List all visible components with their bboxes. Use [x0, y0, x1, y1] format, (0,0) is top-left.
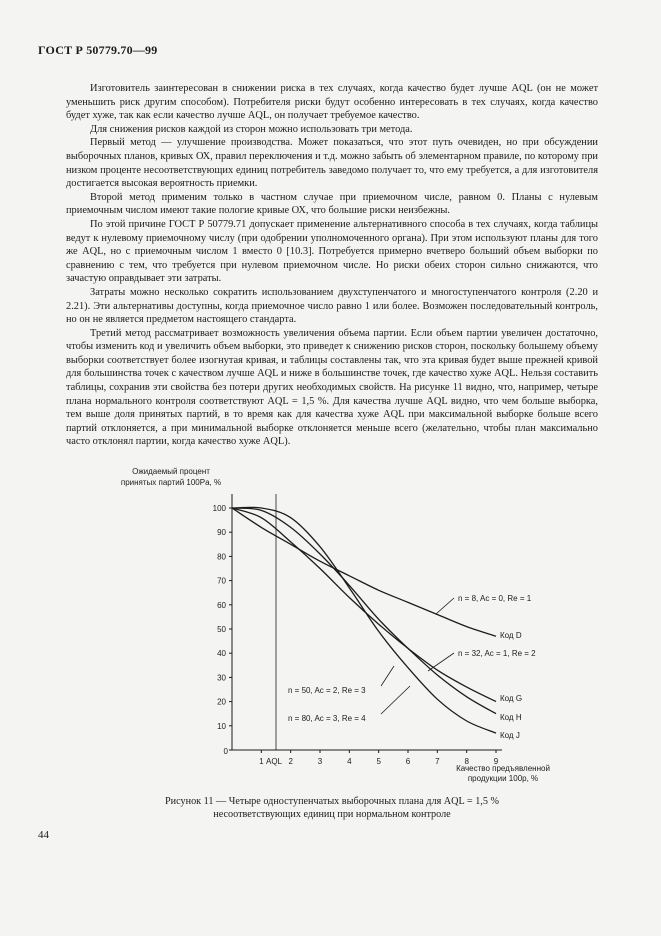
plan-leader-line [436, 598, 454, 614]
body-text [66, 82, 598, 449]
oc-curve [232, 507, 496, 733]
y-tick-label: 80 [217, 552, 226, 562]
y-tick-label: 10 [217, 721, 226, 731]
y-axis-label [108, 466, 234, 488]
figure-caption-line2: несоответствующих единиц при нормальном контроле [213, 808, 451, 820]
oc-curves-figure [108, 466, 553, 792]
curve-plan-label: n = 80, Ac = 3, Re = 4 [288, 714, 366, 723]
page-number: 44 [38, 829, 49, 841]
aql-marker-label: AQL [265, 757, 283, 766]
y-axis-label-line1: Ожидаемый процент [132, 467, 210, 476]
figure-caption [66, 796, 598, 822]
plan-leader-line [381, 666, 394, 686]
curve-plan-label: n = 50, Ac = 2, Re = 3 [288, 686, 366, 695]
oc-curves-chart [108, 466, 553, 792]
y-tick-label: 100 [212, 504, 226, 513]
oc-curve [232, 508, 496, 702]
x-tick-label: 1 [259, 757, 264, 766]
curve-code-label: Код J [500, 731, 520, 740]
x-tick-label: 3 [317, 757, 323, 766]
paragraph: Третий метод рассматривает возможность увеличения объема партии. Если объем партии увеличен достаточно, чтобы изменить код и увеличить объем выборки, это приведет к снижению рисков сторон, поскольку большему объему выборки соответствует более изогнутая кривая, и таблицы составлены так, что эта кривая будет выше прежней кривой для большинства точек с качеством лучше AQL и ниже в большинстве точек, где качество хуже AQL. Нельзя составить таблицы, сохранив эти свойства без потери других необходимых свойств. На рисунке 11 видно, что, например, четыре плана нормального контроля соответствуют AQL = 1,5 %. Для качества лучше AQL видно, что чем больше выборка, тем выше доля принятых партий, в то время как для качества хуже AQL при максимальной выборке больше всего партий отклоняется, а при минимальной выборке отклоняется меньше всего (желательно, чтобы план максимально часто отклонял партии, когда качество хуже AQL). [66, 327, 598, 448]
x-axis-label-line2: продукции 100р, % [467, 774, 539, 783]
paragraph: Изготовитель заинтересован в снижении риска в тех случаях, когда качество будет лучше AQL (он не может уменьшить риск другим способом). Потребителя риски будут особенно интересовать в тех случаях, когда качество будет хуже, так как если качество лучше AQL, он получает требуемое качество. [66, 83, 598, 122]
y-tick-label: 50 [217, 625, 226, 634]
origin-label: 0 [223, 747, 228, 756]
x-tick-label: 9 [493, 757, 499, 766]
paragraph: Второй метод применим только в частном случае при приемочном числе, равном 0. Планы с нулевым приемочным числом имеют такие пологие кривые ОХ, что большие риски неизбежны. [66, 191, 598, 217]
x-tick-label: 7 [435, 757, 440, 766]
y-tick-label: 40 [217, 649, 226, 659]
y-tick-label: 20 [217, 697, 226, 707]
paragraph: Для снижения рисков каждой из сторон можно использовать три метода. [90, 123, 413, 135]
curve-code-label: Код G [500, 694, 523, 703]
y-tick-label: 60 [217, 600, 226, 610]
paragraph: Первый метод — улучшение производства. Может показаться, что этот путь очевиден, но при обсуждении выборочных планов, кривых ОХ, правил переключения и т.д. можно забыть об элементарном правиле, по которому при низком проценте несоответствующих единиц потребитель заведомо получает то, что ему требуется, а для изготовителя достигается высокая вероятность приемки. [66, 137, 598, 190]
paragraph: По этой причине ГОСТ Р 50779.71 допускает применение альтернативного способа в тех случаях, когда таблицы ведут к нулевому приемочному числу (при одобрении уполномоченного органа). При этом используют планы для того же AQL, но с приемочным числом 1 вместо 0 [10.3]. Потребуется примерно вчетверо больший объем выборки по сравнению с тем, что требуется при нулевом приемочном числе. Но риски обеих сторон сильно снижаются, что зачастую оправдывает эти затраты. [66, 218, 598, 285]
curve-code-label: Код H [500, 713, 522, 722]
curve-plan-label: n = 32, Ac = 1, Re = 2 [458, 649, 536, 658]
y-tick-label: 90 [217, 528, 226, 538]
paragraph: Затраты можно несколько сократить использованием двухступенчатого и многоступенчатого контроля (2.20 и 2.21). Эти альтернативы доступны, когда приемочное число равно 1 или более. Возможен последовательный контроль, но он не является предметом настоящего стандарта. [66, 286, 598, 326]
plan-leader-line [428, 653, 454, 671]
x-tick-label: 5 [376, 757, 381, 766]
y-tick-label: 70 [217, 576, 226, 586]
curve-code-label: Код D [500, 631, 522, 640]
y-axis-label-line2: принятых партий 100Pa, % [120, 478, 222, 487]
plan-leader-line [381, 686, 410, 714]
x-axis-label [453, 764, 553, 784]
x-tick-label: 8 [464, 757, 469, 766]
x-tick-label: 4 [347, 757, 352, 766]
x-tick-label: 2 [288, 757, 293, 766]
document-header: ГОСТ Р 50779.70—99 [38, 43, 158, 57]
figure-caption-line1: Рисунок 11 — Четыре одноступенчатых выборочных плана для AQL = 1,5 % [165, 796, 499, 807]
curve-plan-label: n = 8, Ac = 0, Re = 1 [458, 594, 532, 603]
x-tick-label: 6 [405, 757, 411, 766]
x-axis-label-line1: Качество предъявленной [456, 764, 550, 773]
oc-curve [232, 508, 496, 636]
y-tick-label: 30 [217, 673, 226, 683]
